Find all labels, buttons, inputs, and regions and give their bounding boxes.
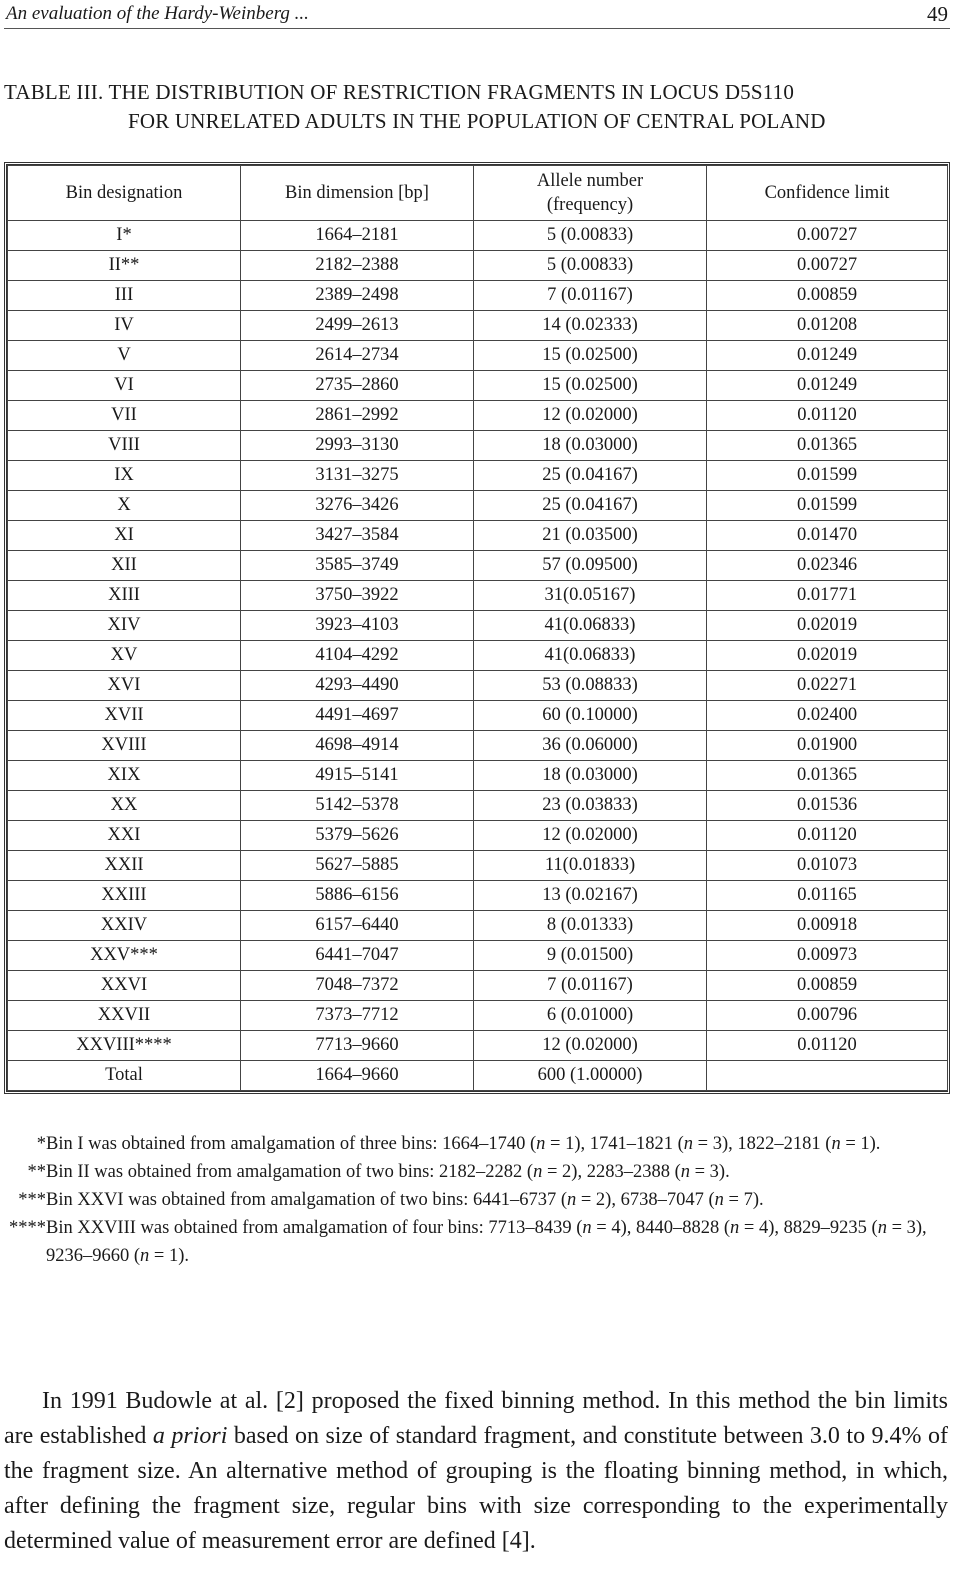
- running-head: [4, 2, 950, 29]
- cell-allele-number: 12 (0.02000): [474, 401, 707, 431]
- footnote-italic-n: n: [730, 1218, 740, 1238]
- paragraph-text-after: based on size of standard fragment, and constitute between 3.0 to 9.4% of the fragment size. An alternative method of grouping is the floating binning method, in which, after defining the fragment size, regular bins with size corresponding to the experimentally determined value of measurement error are defined [4].: [4, 1423, 949, 1554]
- cell-bin-dimension: 2182–2388: [241, 251, 474, 281]
- cell-confidence-limit: 0.01536: [707, 791, 948, 821]
- footnote-italic-n: n: [567, 1190, 577, 1210]
- cell-bin-dimension: 6157–6440: [241, 911, 474, 941]
- cell-bin-designation: XVII: [8, 701, 241, 731]
- cell-bin-dimension: 5886–6156: [241, 881, 474, 911]
- table-row: [8, 251, 948, 281]
- cell-confidence-limit: 0.01599: [707, 461, 948, 491]
- table-row: [8, 611, 948, 641]
- cell-allele-number: 18 (0.03000): [474, 431, 707, 461]
- table-header-row: [8, 166, 948, 221]
- cell-allele-number: 12 (0.02000): [474, 1031, 707, 1061]
- footnote-italic-n: n: [714, 1190, 724, 1210]
- body-paragraph: [4, 1384, 948, 1559]
- cell-bin-designation: XXIV: [8, 911, 241, 941]
- header-allele-number-line2: (frequency): [546, 195, 634, 215]
- page-number: 49: [927, 2, 948, 26]
- cell-bin-dimension: 5142–5378: [241, 791, 474, 821]
- header-confidence-limit: Confidence limit: [707, 166, 948, 221]
- footnote-italic-n: n: [140, 1246, 150, 1266]
- cell-bin-dimension: 7373–7712: [241, 1001, 474, 1031]
- cell-confidence-limit: 0.01208: [707, 311, 948, 341]
- cell-bin-designation: XXII: [8, 851, 241, 881]
- footnote-mark: ***: [18, 1190, 46, 1210]
- footnote-text: = 2), 2283–2388 (: [542, 1162, 681, 1182]
- cell-bin-designation: XIX: [8, 761, 241, 791]
- table-row: [8, 221, 948, 251]
- table-row: [8, 401, 948, 431]
- cell-allele-number: 14 (0.02333): [474, 311, 707, 341]
- cell-bin-dimension: 3427–3584: [241, 521, 474, 551]
- cell-allele-number: 5 (0.00833): [474, 221, 707, 251]
- caption-line-2: FOR UNRELATED ADULTS IN THE POPULATION OF CENTRAL POLAND: [128, 109, 826, 133]
- cell-allele-number: 60 (0.10000): [474, 701, 707, 731]
- cell-confidence-limit: 0.01073: [707, 851, 948, 881]
- table-row: [8, 671, 948, 701]
- cell-bin-designation: XXVIII****: [8, 1031, 241, 1061]
- footnote-text: Bin I was obtained from amalgamation of three bins: 1664–1740 (: [46, 1134, 537, 1154]
- cell-allele-number: 41(0.06833): [474, 611, 707, 641]
- cell-confidence-limit: 0.00859: [707, 971, 948, 1001]
- footnote-text: = 4), 8829–9235 (: [739, 1218, 878, 1238]
- footnote-text: = 4), 8440–8828 (: [591, 1218, 731, 1238]
- footnote-italic-n: n: [536, 1134, 546, 1154]
- table-row: [8, 1061, 948, 1091]
- table-row: [8, 491, 948, 521]
- cell-confidence-limit: 0.01120: [707, 1031, 948, 1061]
- cell-allele-number: 57 (0.09500): [474, 551, 707, 581]
- cell-bin-designation: VIII: [8, 431, 241, 461]
- cell-confidence-limit: 0.00796: [707, 1001, 948, 1031]
- cell-bin-dimension: 3585–3749: [241, 551, 474, 581]
- cell-bin-designation: XXVII: [8, 1001, 241, 1031]
- footnote-text: = 3), 1822–2181 (: [693, 1134, 832, 1154]
- cell-allele-number: 31(0.05167): [474, 581, 707, 611]
- footnote-text: = 3), 9236–9660 (: [46, 1218, 927, 1266]
- cell-bin-designation: XII: [8, 551, 241, 581]
- cell-allele-number: 53 (0.08833): [474, 671, 707, 701]
- cell-confidence-limit: 0.01249: [707, 371, 948, 401]
- header-bin-designation: Bin designation: [8, 166, 241, 221]
- footnote-italic-n: n: [683, 1134, 694, 1154]
- cell-bin-designation: XXVI: [8, 971, 241, 1001]
- cell-confidence-limit: 0.00727: [707, 251, 948, 281]
- footnote-italic-n: n: [831, 1134, 841, 1154]
- cell-confidence-limit: 0.01771: [707, 581, 948, 611]
- cell-bin-dimension: 2735–2860: [241, 371, 474, 401]
- table-row: [8, 281, 948, 311]
- cell-allele-number: 21 (0.03500): [474, 521, 707, 551]
- cell-allele-number: 600 (1.00000): [474, 1061, 707, 1091]
- cell-bin-dimension: 4293–4490: [241, 671, 474, 701]
- cell-bin-dimension: 4104–4292: [241, 641, 474, 671]
- cell-allele-number: 15 (0.02500): [474, 341, 707, 371]
- cell-bin-designation: V: [8, 341, 241, 371]
- footnote-italic-n: n: [877, 1218, 887, 1238]
- cell-bin-dimension: 3131–3275: [241, 461, 474, 491]
- cell-bin-designation: III: [8, 281, 241, 311]
- table-row: [8, 791, 948, 821]
- cell-confidence-limit: 0.01165: [707, 881, 948, 911]
- caption-line-1: TABLE III. THE DISTRIBUTION OF RESTRICTION FRAGMENTS IN LOCUS D5S110: [4, 80, 795, 104]
- cell-bin-designation: XXIII: [8, 881, 241, 911]
- footnote-text: = 2), 6738–7047 (: [576, 1190, 715, 1210]
- table-row: [8, 461, 948, 491]
- footnote-text: Bin II was obtained from amalgamation of two bins: 2182–2282 (: [46, 1162, 534, 1182]
- cell-bin-designation: XI: [8, 521, 241, 551]
- cell-confidence-limit: 0.01120: [707, 821, 948, 851]
- table-row: [8, 851, 948, 881]
- cell-allele-number: 7 (0.01167): [474, 971, 707, 1001]
- footnote-text: = 1).: [840, 1134, 881, 1154]
- cell-bin-dimension: 5627–5885: [241, 851, 474, 881]
- cell-bin-designation: XX: [8, 791, 241, 821]
- cell-bin-designation: XIV: [8, 611, 241, 641]
- footnote-text: Bin XXVIII was obtained from amalgamation of four bins: 7713–8439 (: [46, 1218, 583, 1238]
- cell-allele-number: 25 (0.04167): [474, 461, 707, 491]
- table-row: [8, 1031, 948, 1061]
- table-row: [8, 371, 948, 401]
- footnote: [4, 1130, 954, 1158]
- cell-bin-dimension: 3276–3426: [241, 491, 474, 521]
- cell-allele-number: 11(0.01833): [474, 851, 707, 881]
- footnote-mark: ****: [9, 1218, 46, 1238]
- footnote-text: = 1), 1741–1821 (: [545, 1134, 684, 1154]
- cell-confidence-limit: 0.00918: [707, 911, 948, 941]
- cell-confidence-limit: 0.01365: [707, 761, 948, 791]
- cell-bin-dimension: 2861–2992: [241, 401, 474, 431]
- cell-confidence-limit: 0.01365: [707, 431, 948, 461]
- cell-confidence-limit: 0.02271: [707, 671, 948, 701]
- cell-bin-designation: Total: [8, 1061, 241, 1091]
- cell-bin-designation: IX: [8, 461, 241, 491]
- cell-bin-designation: XVI: [8, 671, 241, 701]
- footnote-italic-n: n: [533, 1162, 543, 1182]
- cell-allele-number: 13 (0.02167): [474, 881, 707, 911]
- cell-confidence-limit: 0.02019: [707, 611, 948, 641]
- cell-bin-dimension: 7713–9660: [241, 1031, 474, 1061]
- cell-bin-dimension: 2614–2734: [241, 341, 474, 371]
- cell-bin-designation: VII: [8, 401, 241, 431]
- cell-confidence-limit: 0.01249: [707, 341, 948, 371]
- cell-bin-dimension: 3750–3922: [241, 581, 474, 611]
- cell-bin-designation: XXV***: [8, 941, 241, 971]
- cell-confidence-limit: 0.00973: [707, 941, 948, 971]
- footnote-text: = 7).: [723, 1190, 764, 1210]
- header-bin-dimension: Bin dimension [bp]: [241, 166, 474, 221]
- table-row: [8, 641, 948, 671]
- cell-allele-number: 25 (0.04167): [474, 491, 707, 521]
- cell-confidence-limit: 0.02346: [707, 551, 948, 581]
- cell-bin-dimension: 6441–7047: [241, 941, 474, 971]
- table-row: [8, 761, 948, 791]
- cell-allele-number: 7 (0.01167): [474, 281, 707, 311]
- cell-allele-number: 18 (0.03000): [474, 761, 707, 791]
- table-row: [8, 551, 948, 581]
- footnote-text: = 1).: [149, 1246, 190, 1266]
- cell-confidence-limit: 0.00727: [707, 221, 948, 251]
- data-table: [4, 162, 950, 1094]
- cell-confidence-limit: 0.01599: [707, 491, 948, 521]
- cell-bin-dimension: 2389–2498: [241, 281, 474, 311]
- cell-confidence-limit: 0.00859: [707, 281, 948, 311]
- cell-bin-designation: VI: [8, 371, 241, 401]
- cell-bin-designation: XXI: [8, 821, 241, 851]
- footnote-mark: **: [27, 1162, 46, 1182]
- cell-confidence-limit: 0.01120: [707, 401, 948, 431]
- table-caption: [4, 78, 954, 136]
- table-row: [8, 431, 948, 461]
- footnotes: [4, 1130, 954, 1270]
- cell-bin-dimension: 2499–2613: [241, 311, 474, 341]
- table-row: [8, 581, 948, 611]
- cell-allele-number: 6 (0.01000): [474, 1001, 707, 1031]
- cell-bin-designation: IV: [8, 311, 241, 341]
- cell-bin-designation: X: [8, 491, 241, 521]
- table-row: [8, 521, 948, 551]
- cell-allele-number: 9 (0.01500): [474, 941, 707, 971]
- footnote-italic-n: n: [680, 1162, 690, 1182]
- table-row: [8, 821, 948, 851]
- footnote-mark: *: [36, 1134, 46, 1154]
- cell-confidence-limit: [707, 1061, 948, 1091]
- cell-bin-dimension: 4491–4697: [241, 701, 474, 731]
- cell-bin-dimension: 4698–4914: [241, 731, 474, 761]
- cell-allele-number: 41(0.06833): [474, 641, 707, 671]
- footnote: [4, 1214, 954, 1270]
- cell-confidence-limit: 0.01470: [707, 521, 948, 551]
- cell-confidence-limit: 0.02400: [707, 701, 948, 731]
- cell-allele-number: 36 (0.06000): [474, 731, 707, 761]
- cell-allele-number: 5 (0.00833): [474, 251, 707, 281]
- cell-bin-designation: II**: [8, 251, 241, 281]
- cell-allele-number: 8 (0.01333): [474, 911, 707, 941]
- cell-bin-dimension: 1664–9660: [241, 1061, 474, 1091]
- cell-bin-designation: XVIII: [8, 731, 241, 761]
- cell-confidence-limit: 0.02019: [707, 641, 948, 671]
- cell-bin-dimension: 2993–3130: [241, 431, 474, 461]
- running-title: An evaluation of the Hardy-Weinberg ...: [6, 3, 309, 24]
- table-row: [8, 341, 948, 371]
- cell-allele-number: 12 (0.02000): [474, 821, 707, 851]
- cell-allele-number: 15 (0.02500): [474, 371, 707, 401]
- footnote: [4, 1158, 954, 1186]
- table-body: [8, 221, 948, 1091]
- footnote-italic-n: n: [582, 1218, 592, 1238]
- cell-bin-designation: I*: [8, 221, 241, 251]
- table-row: [8, 971, 948, 1001]
- table-row: [8, 1001, 948, 1031]
- paragraph-text-before: In 1991 Budowle at al. [2] proposed the fixed binning method. In this method the bin limits are established: [4, 1388, 948, 1449]
- paragraph-emphasis: a priori: [152, 1423, 228, 1449]
- cell-bin-designation: XIII: [8, 581, 241, 611]
- cell-allele-number: 23 (0.03833): [474, 791, 707, 821]
- table-row: [8, 701, 948, 731]
- cell-bin-dimension: 7048–7372: [241, 971, 474, 1001]
- table-row: [8, 311, 948, 341]
- cell-bin-dimension: 1664–2181: [241, 221, 474, 251]
- table-row: [8, 941, 948, 971]
- footnote: [4, 1186, 954, 1214]
- cell-bin-dimension: 5379–5626: [241, 821, 474, 851]
- header-allele-number-line1: Allele number: [536, 171, 644, 191]
- footnote-text: = 3).: [689, 1162, 730, 1182]
- table-row: [8, 881, 948, 911]
- cell-bin-dimension: 3923–4103: [241, 611, 474, 641]
- cell-confidence-limit: 0.01900: [707, 731, 948, 761]
- table-row: [8, 911, 948, 941]
- cell-bin-designation: XV: [8, 641, 241, 671]
- header-allele-number: [474, 166, 707, 221]
- footnote-text: Bin XXVI was obtained from amalgamation of two bins: 6441–6737 (: [46, 1190, 567, 1210]
- cell-bin-dimension: 4915–5141: [241, 761, 474, 791]
- table-row: [8, 731, 948, 761]
